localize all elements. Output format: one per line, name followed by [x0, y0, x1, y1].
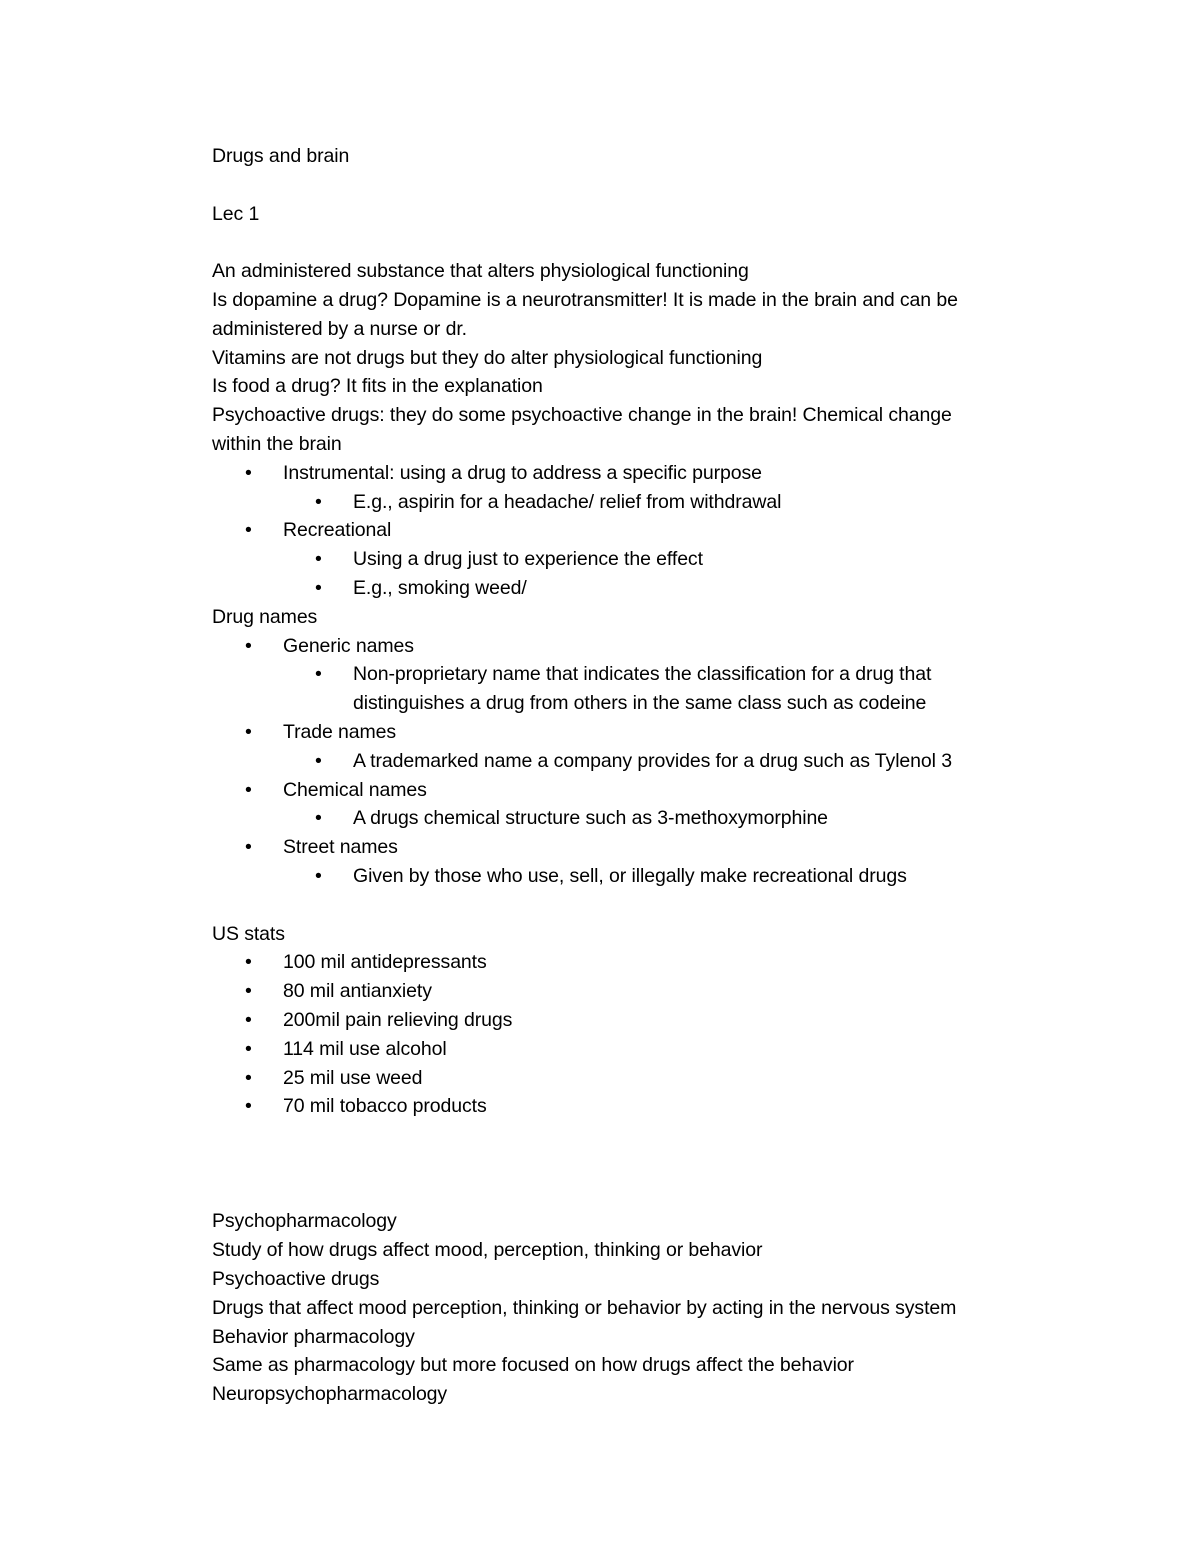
sub-list-item-label: Given by those who use, sell, or illegally make recreational drugs: [353, 864, 907, 887]
document-content: [212, 142, 1072, 1409]
definition-line: administered by a nurse or dr.: [212, 317, 467, 340]
list-item-label: Chemical names: [283, 778, 427, 801]
definition-line: Vitamins are not drugs but they do alter physiological functioning: [212, 346, 763, 369]
sub-list-item-label: Non-proprietary name that indicates the classification for a drug that: [353, 663, 932, 686]
list-item: [212, 1035, 1072, 1064]
lecture-label: Lec 1: [212, 202, 260, 225]
list-item: [212, 833, 1072, 862]
bullet-icon: •: [315, 576, 322, 599]
sub-list-item-label: A drugs chemical structure such as 3-methoxymorphine: [353, 807, 828, 830]
sub-list-item-label: distinguishes a drug from others in the same class such as codeine: [353, 692, 927, 715]
definition-line: Is food a drug? It fits in the explanation: [212, 375, 543, 398]
terms-paragraph: [212, 1207, 1072, 1409]
bullet-icon: •: [245, 720, 252, 743]
list-item-label: Recreational: [283, 519, 392, 542]
term-line: Same as pharmacology but more focused on how drugs affect the behavior: [212, 1354, 854, 1377]
bullet-icon: •: [315, 749, 322, 772]
bullet-icon: •: [245, 634, 252, 657]
sub-list-item-continuation: [212, 689, 1072, 718]
term-line: Drugs that affect mood perception, thinking or behavior by acting in the nervous system: [212, 1296, 957, 1319]
bullet-icon: •: [245, 778, 252, 801]
blank-line: [212, 171, 1072, 200]
list-item-label: 70 mil tobacco products: [283, 1095, 487, 1118]
list-item-label: Trade names: [283, 720, 397, 743]
definition-line: An administered substance that alters physiological functioning: [212, 260, 749, 283]
sub-list-item: [212, 488, 1072, 517]
term-line: Behavior pharmacology: [212, 1325, 415, 1348]
list-item-label: Street names: [283, 836, 398, 859]
list-item-label: Generic names: [283, 634, 414, 657]
sub-list-item: [212, 545, 1072, 574]
bullet-icon: •: [315, 490, 322, 513]
bullet-icon: •: [245, 1095, 252, 1118]
sub-list-item-label: A trademarked name a company provides for a drug such as Tylenol 3: [353, 749, 952, 772]
term-line: Study of how drugs affect mood, perception, thinking or behavior: [212, 1239, 763, 1262]
definition-line: Psychoactive drugs: they do some psychoactive change in the brain! Chemical change: [212, 404, 952, 427]
list-item: [212, 632, 1072, 661]
bullet-icon: •: [245, 1037, 252, 1060]
bullet-icon: •: [245, 1008, 252, 1031]
list-item-label: 25 mil use weed: [283, 1066, 423, 1089]
bullet-icon: •: [245, 836, 252, 859]
blank-lines: [212, 1121, 1072, 1207]
list-item: [212, 459, 1072, 488]
term-line: Psychoactive drugs: [212, 1268, 380, 1291]
list-item-label: 80 mil antianxiety: [283, 980, 432, 1003]
list-item: [212, 948, 1072, 977]
us-stats-heading: US stats: [212, 922, 285, 945]
definition-line: within the brain: [212, 432, 342, 455]
list-item-label: 100 mil antidepressants: [283, 951, 487, 974]
term-line: Psychopharmacology: [212, 1210, 397, 1233]
sub-list-item-label: E.g., smoking weed/: [353, 576, 527, 599]
sub-list-item: [212, 747, 1072, 776]
sub-list-item: [212, 862, 1072, 891]
definition-line: Is dopamine a drug? Dopamine is a neurotransmitter! It is made in the brain and can be: [212, 288, 958, 311]
list-item-label: 114 mil use alcohol: [283, 1037, 447, 1060]
sub-list-item: [212, 660, 1072, 689]
list-item-label: Instrumental: using a drug to address a specific purpose: [283, 461, 762, 484]
drug-names-heading: Drug names: [212, 605, 318, 628]
sub-list-item: [212, 804, 1072, 833]
drug-names-list: [212, 632, 1072, 891]
bullet-icon: •: [315, 663, 322, 686]
bullet-icon: •: [245, 461, 252, 484]
blank-line: [212, 891, 1072, 920]
list-item: [212, 977, 1072, 1006]
bullet-icon: •: [245, 980, 252, 1003]
list-item: [212, 1064, 1072, 1093]
blank-line: [212, 228, 1072, 257]
list-item: [212, 776, 1072, 805]
definition-paragraph: [212, 257, 1072, 459]
bullet-icon: •: [315, 864, 322, 887]
us-stats-list: [212, 948, 1072, 1121]
usage-types-list: [212, 459, 1072, 603]
bullet-icon: •: [315, 807, 322, 830]
list-item: [212, 1006, 1072, 1035]
list-item: [212, 1092, 1072, 1121]
list-item: [212, 718, 1072, 747]
bullet-icon: •: [245, 1066, 252, 1089]
sub-list-item-label: Using a drug just to experience the effect: [353, 548, 703, 571]
sub-list-item: [212, 574, 1072, 603]
list-item: [212, 516, 1072, 545]
document-title: Drugs and brain: [212, 145, 350, 167]
bullet-icon: •: [245, 519, 252, 542]
term-line: Neuropsychopharmacology: [212, 1383, 448, 1406]
bullet-icon: •: [315, 548, 322, 571]
list-item-label: 200mil pain relieving drugs: [283, 1008, 513, 1031]
bullet-icon: •: [245, 951, 252, 974]
sub-list-item-label: E.g., aspirin for a headache/ relief from withdrawal: [353, 490, 782, 513]
